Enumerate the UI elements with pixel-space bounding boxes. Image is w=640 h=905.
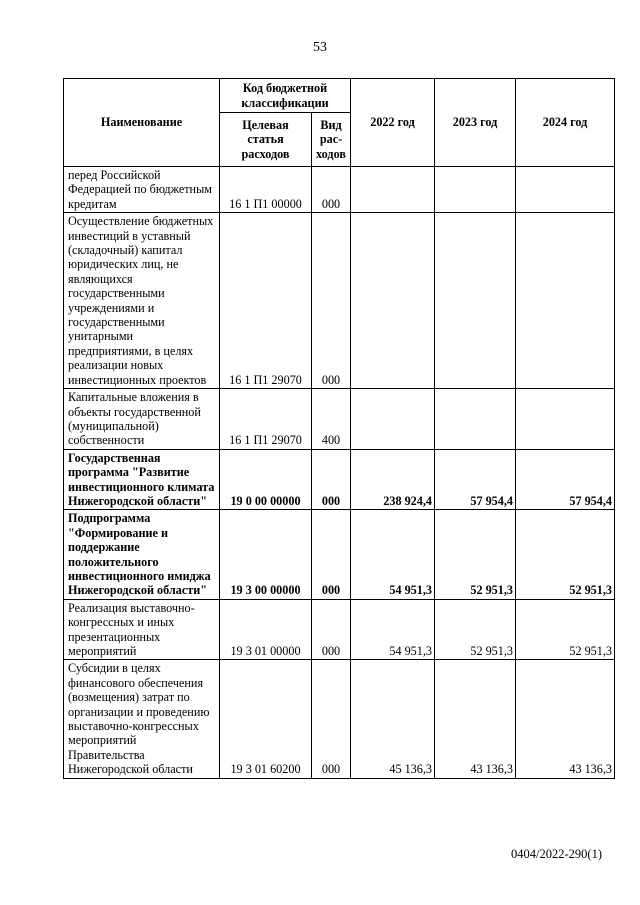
- row-code: 19 3 01 00000: [220, 599, 312, 660]
- row-2022: 45 136,3: [351, 660, 435, 778]
- row-kind: 000: [312, 599, 351, 660]
- row-name: Реализация выставочно-конгрессных и иных презентационных мероприятий: [64, 599, 220, 660]
- table-row: [64, 599, 615, 660]
- row-name: Государственная программа "Развитие инвестиционного климата Нижегородской области": [64, 449, 220, 510]
- row-kind: 000: [312, 510, 351, 599]
- row-name: перед Российской Федерацией по бюджетным кредитам: [64, 167, 220, 213]
- row-code: 19 3 01 60200: [220, 660, 312, 778]
- header-budget-code: Код бюджетной классификации: [220, 79, 351, 113]
- table-row: [64, 660, 615, 778]
- header-target-article: Целевая статья расходов: [220, 113, 312, 167]
- row-code: 16 1 П1 29070: [220, 389, 312, 450]
- table-row: [64, 510, 615, 599]
- row-2023: [435, 213, 516, 389]
- row-2023: 52 951,3: [435, 510, 516, 599]
- row-code: 16 1 П1 00000: [220, 167, 312, 213]
- row-name: Осуществление бюджетных инвестиций в уставный (складочный) капитал юридических лиц, не являющихся государственными учреждениями и государственными унитарными предприятиями, в целях реализации новых инвестиционных проектов: [64, 213, 220, 389]
- row-kind: 000: [312, 167, 351, 213]
- row-2024: 43 136,3: [516, 660, 615, 778]
- row-name: Субсидии в целях финансового обеспечения (возмещения) затрат по организации и проведению выставочно-конгрессных мероприятий Правительства Нижегородской области: [64, 660, 220, 778]
- row-2024: [516, 213, 615, 389]
- header-expense-kind: Вид рас-ходов: [312, 113, 351, 167]
- row-code: 16 1 П1 29070: [220, 213, 312, 389]
- header-2022: 2022 год: [351, 79, 435, 167]
- row-kind: 000: [312, 213, 351, 389]
- header-name: Наименование: [64, 79, 220, 167]
- row-2024: [516, 167, 615, 213]
- row-2024: 52 951,3: [516, 510, 615, 599]
- table-row: [64, 167, 615, 213]
- row-name: Подпрограмма "Формирование и поддержание положительного инвестиционного имиджа Нижегородской области": [64, 510, 220, 599]
- document-code: 0404/2022-290(1): [511, 847, 602, 861]
- row-2022: [351, 167, 435, 213]
- budget-table: [63, 78, 615, 779]
- row-kind: 400: [312, 389, 351, 450]
- row-2024: [516, 389, 615, 450]
- row-2023: 43 136,3: [435, 660, 516, 778]
- row-2023: 57 954,4: [435, 449, 516, 510]
- row-2023: [435, 167, 516, 213]
- row-2024: 52 951,3: [516, 599, 615, 660]
- page-number: 53: [313, 40, 327, 55]
- table-row: [64, 449, 615, 510]
- row-2022: 238 924,4: [351, 449, 435, 510]
- row-2022: 54 951,3: [351, 599, 435, 660]
- row-2022: 54 951,3: [351, 510, 435, 599]
- row-kind: 000: [312, 449, 351, 510]
- row-2023: 52 951,3: [435, 599, 516, 660]
- table-row: [64, 213, 615, 389]
- row-kind: 000: [312, 660, 351, 778]
- row-2024: 57 954,4: [516, 449, 615, 510]
- row-2022: [351, 213, 435, 389]
- header-2023: 2023 год: [435, 79, 516, 167]
- header-2024: 2024 год: [516, 79, 615, 167]
- row-2023: [435, 389, 516, 450]
- row-2022: [351, 389, 435, 450]
- row-code: 19 0 00 00000: [220, 449, 312, 510]
- row-name: Капитальные вложения в объекты государственной (муниципальной) собственности: [64, 389, 220, 450]
- row-code: 19 3 00 00000: [220, 510, 312, 599]
- table-row: [64, 389, 615, 450]
